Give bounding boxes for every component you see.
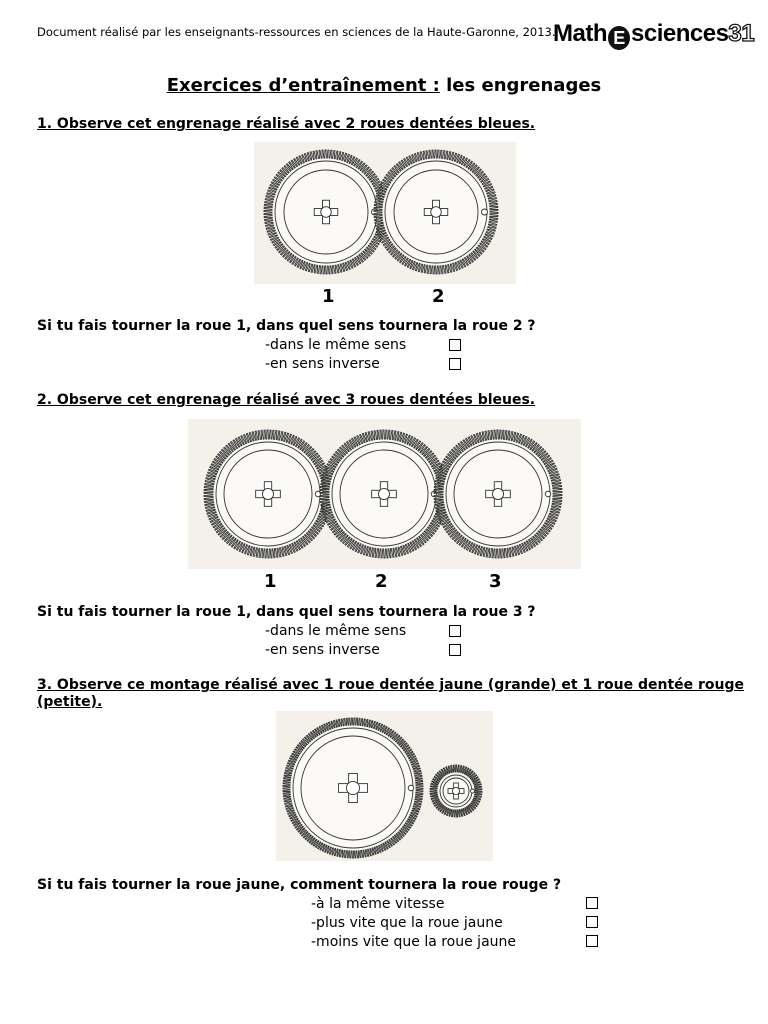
exercise-3-option-same-speed: -à la même vitesse bbox=[311, 896, 445, 912]
exercise-2-checkbox-inverse[interactable] bbox=[449, 644, 461, 656]
exercise-2-heading: 2. Observe cet engrenage réalisé avec 3 roues dentées bleues. bbox=[37, 392, 536, 408]
exercise-1-checkbox-inverse[interactable] bbox=[449, 358, 461, 370]
exercise-3-gear-image bbox=[276, 711, 493, 861]
exercise-3-heading-line-1: 3. Observe ce montage réalisé avec 1 roue dentée jaune (grande) et 1 roue dentée rouge bbox=[37, 677, 745, 693]
gear-label-2: 2 bbox=[432, 286, 445, 307]
exercise-3-checkbox-slower[interactable] bbox=[586, 935, 598, 947]
exercise-1-question: Si tu fais tourner la roue 1, dans quel sens tournera la roue 2 ? bbox=[37, 318, 536, 334]
exercise-2-checkbox-same[interactable] bbox=[449, 625, 461, 637]
document-credit: Document réalisé par les enseignants-ressources en sciences de la Haute-Garonne, 2013. bbox=[37, 25, 556, 39]
exercise-2-option-same: -dans le même sens bbox=[265, 623, 407, 639]
gear-wheel-2 bbox=[374, 150, 498, 274]
exercise-3-option-faster: -plus vite que la roue jaune bbox=[311, 915, 503, 931]
exercise-3-heading-line-2: (petite). bbox=[37, 694, 103, 710]
mathesciences-logo: Math E sciences31 bbox=[553, 20, 755, 48]
exercise-3-checkbox-same-speed[interactable] bbox=[586, 897, 598, 909]
gear-label-1: 1 bbox=[264, 571, 277, 592]
exercise-3-checkbox-faster[interactable] bbox=[586, 916, 598, 928]
gear-label-3: 3 bbox=[489, 571, 502, 592]
gear-wheel-3 bbox=[434, 430, 562, 558]
exercise-1-heading: 1. Observe cet engrenage réalisé avec 2 roues dentées bleues. bbox=[37, 116, 536, 132]
exercise-1-option-same: -dans le même sens bbox=[265, 337, 407, 353]
gear-label-2: 2 bbox=[375, 571, 388, 592]
exercise-1-checkbox-same[interactable] bbox=[449, 339, 461, 351]
gear-label-1: 1 bbox=[322, 286, 335, 307]
gear-wheel-1 bbox=[204, 430, 332, 558]
gear-wheel-small-red bbox=[430, 765, 482, 817]
gear-wheel-2 bbox=[320, 430, 448, 558]
exercise-2-option-inverse: -en sens inverse bbox=[265, 642, 380, 658]
page-title: Exercices d’entraînement : les engrenages bbox=[166, 75, 602, 96]
exercise-2-gear-image bbox=[188, 419, 581, 569]
exercise-1-option-inverse: -en sens inverse bbox=[265, 356, 380, 372]
gear-wheel-large-yellow bbox=[283, 718, 423, 858]
exercise-2-question: Si tu fais tourner la roue 1, dans quel sens tournera la roue 3 ? bbox=[37, 604, 536, 620]
exercise-3-question: Si tu fais tourner la roue jaune, comment tournera la roue rouge ? bbox=[37, 877, 562, 893]
exercise-1-gear-image bbox=[254, 142, 516, 284]
exercise-3-option-slower: -moins vite que la roue jaune bbox=[311, 934, 517, 950]
gear-wheel-1 bbox=[264, 150, 388, 274]
